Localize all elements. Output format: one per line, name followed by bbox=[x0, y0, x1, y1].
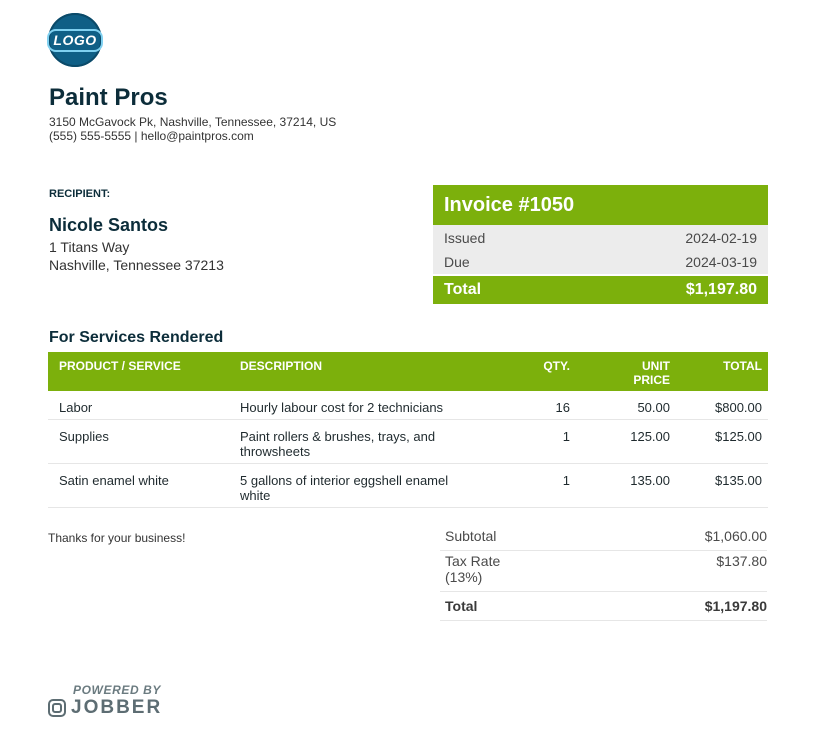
recipient-address-line1: 1 Titans Way bbox=[49, 239, 130, 255]
jobber-icon bbox=[48, 699, 66, 717]
recipient-name: Nicole Santos bbox=[49, 215, 169, 235]
table-row bbox=[48, 420, 768, 464]
item-description: Paint rollers & brushes, trays, and throwsheets bbox=[229, 420, 460, 464]
table-header-row bbox=[48, 352, 768, 391]
company-contact: (555) 555-5555 | hello@paintpros.com bbox=[49, 129, 254, 143]
tax-row bbox=[440, 551, 767, 592]
tax-value: $137.80 bbox=[716, 553, 767, 569]
jobber-wordmark: JOBBER bbox=[71, 697, 163, 718]
item-total: $800.00 bbox=[676, 391, 768, 420]
invoice-summary bbox=[433, 185, 768, 304]
table-row bbox=[48, 391, 768, 420]
invoice-issued-row bbox=[433, 225, 768, 250]
jobber-logo bbox=[48, 697, 162, 719]
col-total: TOTAL bbox=[676, 352, 768, 391]
table-row bbox=[48, 464, 768, 508]
issued-date: 2024-02-19 bbox=[685, 230, 757, 246]
item-qty: 16 bbox=[460, 391, 576, 420]
company-name: Paint Pros bbox=[49, 84, 168, 111]
powered-by-text: POWERED BY bbox=[73, 683, 162, 697]
item-total: $135.00 bbox=[676, 464, 768, 508]
item-product: Labor bbox=[48, 391, 229, 420]
recipient-address-line2: Nashville, Tennessee 37213 bbox=[49, 257, 224, 273]
grand-total-label: Total bbox=[445, 598, 478, 614]
item-unit-price: 125.00 bbox=[576, 420, 676, 464]
thank-you-note: Thanks for your business! bbox=[48, 531, 186, 545]
totals-summary bbox=[440, 526, 767, 621]
col-description: DESCRIPTION bbox=[229, 352, 460, 391]
col-product: PRODUCT / SERVICE bbox=[48, 352, 229, 391]
invoice-title: Invoice #1050 bbox=[433, 185, 768, 225]
item-product: Satin enamel white bbox=[48, 464, 229, 508]
subtotal-row bbox=[440, 526, 767, 551]
invoice-total-value: $1,197.80 bbox=[685, 281, 757, 298]
col-unit-price: UNIT PRICE bbox=[576, 352, 676, 391]
invoice-due-row bbox=[433, 250, 768, 274]
item-qty: 1 bbox=[460, 464, 576, 508]
invoice-total-label: Total bbox=[444, 281, 482, 298]
services-title: For Services Rendered bbox=[49, 329, 224, 346]
subtotal-value: $1,060.00 bbox=[704, 528, 767, 544]
company-address: 3150 McGavock Pk, Nashville, Tennessee, 37214, US bbox=[49, 115, 337, 129]
invoice-total-row bbox=[433, 274, 768, 304]
item-unit-price: 135.00 bbox=[576, 464, 676, 508]
col-qty: QTY. bbox=[460, 352, 576, 391]
grand-total-value: $1,197.80 bbox=[704, 598, 767, 614]
line-items-table bbox=[48, 352, 768, 508]
issued-label: Issued bbox=[444, 230, 486, 246]
recipient-label: RECIPIENT: bbox=[49, 188, 111, 200]
item-description: Hourly labour cost for 2 technicians bbox=[229, 391, 460, 420]
item-qty: 1 bbox=[460, 420, 576, 464]
grand-total-row bbox=[440, 592, 767, 621]
item-description: 5 gallons of interior eggshell enamel white bbox=[229, 464, 460, 508]
logo-text: LOGO bbox=[47, 29, 102, 52]
company-logo bbox=[48, 13, 102, 67]
due-label: Due bbox=[444, 254, 470, 270]
item-unit-price: 50.00 bbox=[576, 391, 676, 420]
item-total: $125.00 bbox=[676, 420, 768, 464]
item-product: Supplies bbox=[48, 420, 229, 464]
tax-label: Tax Rate (13%) bbox=[445, 553, 501, 585]
subtotal-label: Subtotal bbox=[445, 528, 497, 544]
due-date: 2024-03-19 bbox=[685, 254, 757, 270]
